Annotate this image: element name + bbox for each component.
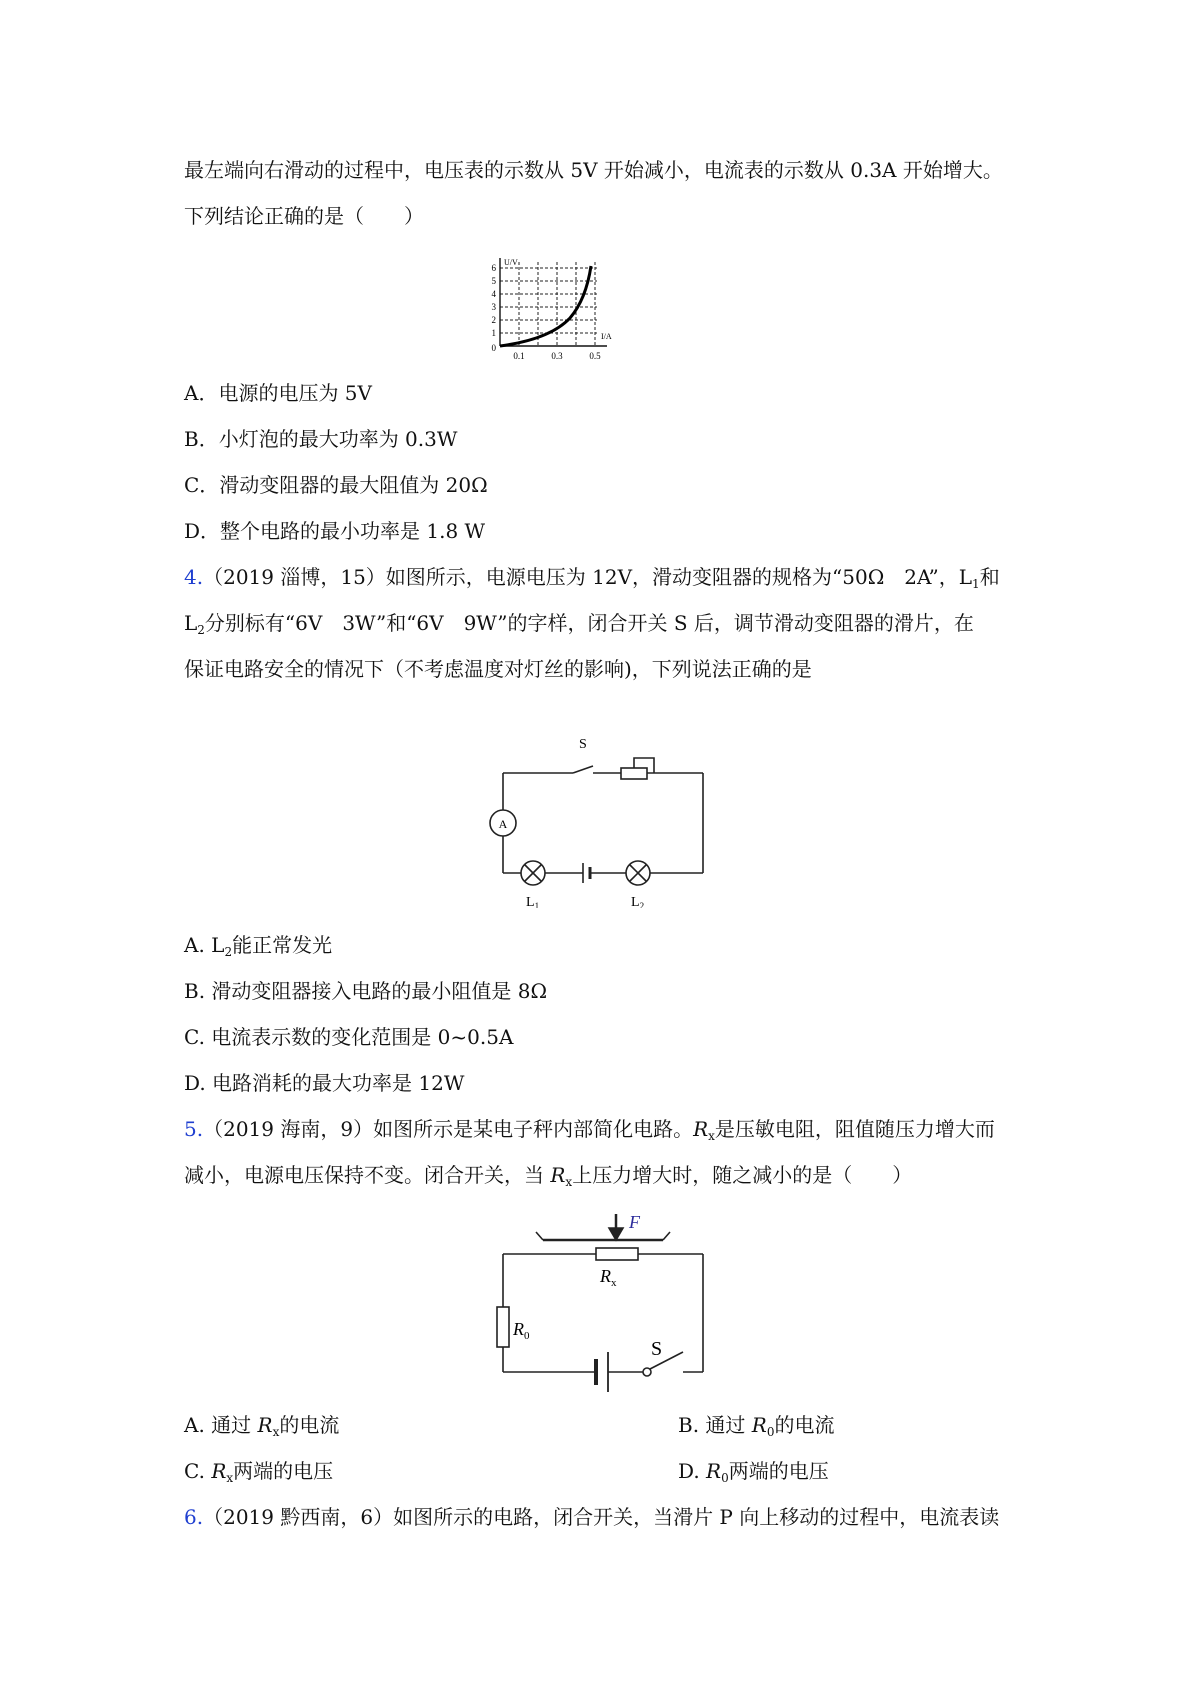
- rx-label: $R_x$: [600, 1266, 617, 1289]
- r0-label: $R_0$: [513, 1319, 530, 1342]
- graph-y-axis-label: U/V: [504, 258, 518, 267]
- q5-text-line1: 5.（2019 海南，9）如图所示是某电子秤内部简化电路。$R_x$是压敏电阻，阻值随压力增大而: [184, 1117, 995, 1143]
- q5-switch-label: S: [651, 1338, 663, 1360]
- graph-y-tick: 0: [491, 343, 496, 353]
- graph-y-tick: 2: [491, 315, 496, 325]
- rheostat-resistor: [621, 768, 647, 779]
- q4-switch-label: S: [579, 737, 587, 752]
- q5-option-b: B. 通过 $R_0$的电流: [678, 1413, 835, 1439]
- q3-option-d: D．整个电路的最小功率是 1.8 W: [184, 519, 486, 543]
- graph-y-tick: 4: [491, 289, 496, 299]
- q3-text-line1: 最左端向右滑动的过程中，电压表的示数从 5V 开始减小，电流表的示数从 0.3A 开始增大。: [184, 158, 1003, 182]
- q4-circuit-diagram: [488, 728, 718, 908]
- q4-option-d: D. 电路消耗的最大功率是 12W: [184, 1071, 465, 1095]
- graph-y-tick: 5: [491, 276, 496, 286]
- q4-number: 4.: [184, 565, 204, 589]
- q4-option-a: A. $L_2$能正常发光: [184, 933, 333, 959]
- u-i-graph: [485, 256, 615, 366]
- lamp-l2-label: $L_2$: [631, 895, 645, 908]
- graph-y-tick: 6: [491, 263, 496, 273]
- q6-text-line1: 6.（2019 黔西南，6）如图所示的电路，闭合开关，当滑片 P 向上移动的过程中，电流表读: [184, 1505, 1000, 1529]
- q5-circuit-diagram: [488, 1212, 718, 1397]
- graph-y-tick: 1: [491, 328, 496, 338]
- q3-option-a: A．电源的电压为 5V: [184, 381, 372, 405]
- q3-option-c: C．滑动变阻器的最大阻值为 20Ω: [184, 473, 488, 497]
- q4-option-b: B. 滑动变阻器接入电路的最小阻值是 8Ω: [184, 979, 548, 1003]
- ammeter-label: A: [498, 817, 508, 831]
- lamp-l1-label: $L_1$: [526, 895, 540, 908]
- graph-x-tick: 0.5: [589, 351, 601, 361]
- q6-number: 6.: [184, 1505, 204, 1529]
- q4-option-c: C. 电流表示数的变化范围是 0~0.5A: [184, 1025, 514, 1049]
- graph-y-tick: 3: [491, 302, 496, 312]
- graph-x-axis-label: I/A: [601, 332, 612, 341]
- graph-x-tick: 0.3: [551, 351, 563, 361]
- r0-resistor: [497, 1307, 509, 1347]
- q5-number: 5.: [184, 1117, 204, 1141]
- graph-x-tick: 0.1: [513, 351, 525, 361]
- q3-text-line2: 下列结论正确的是（ ）: [184, 204, 424, 228]
- q4-text-line2: $L_2$分别标有“6V 3W”和“6V 9W”的字样，闭合开关 S 后，调节滑动变阻器的滑片，在: [184, 611, 974, 637]
- q5-text-line2: 减小，电源电压保持不变。闭合开关，当 $R_x$上压力增大时，随之减小的是（ ）: [184, 1163, 913, 1189]
- force-label: F: [629, 1212, 640, 1232]
- q5-option-d: D. $R_0$两端的电压: [678, 1459, 829, 1485]
- rheostat-slider: [634, 758, 654, 773]
- graph-curve: [500, 266, 591, 346]
- rx-resistor: [596, 1248, 638, 1260]
- q5-option-a: A. 通过 $R_x$的电流: [184, 1413, 340, 1439]
- q4-text-line3: 保证电路安全的情况下（不考虑温度对灯丝的影响)，下列说法正确的是: [184, 657, 812, 681]
- q5-option-c: C. $R_x$两端的电压: [184, 1459, 334, 1485]
- q4-text-line1: 4.（2019 淄博，15）如图所示，电源电压为 12V，滑动变阻器的规格为“50Ω 2A”，$L_1$和: [184, 565, 1000, 591]
- q3-option-b: B．小灯泡的最大功率为 0.3W: [184, 427, 458, 451]
